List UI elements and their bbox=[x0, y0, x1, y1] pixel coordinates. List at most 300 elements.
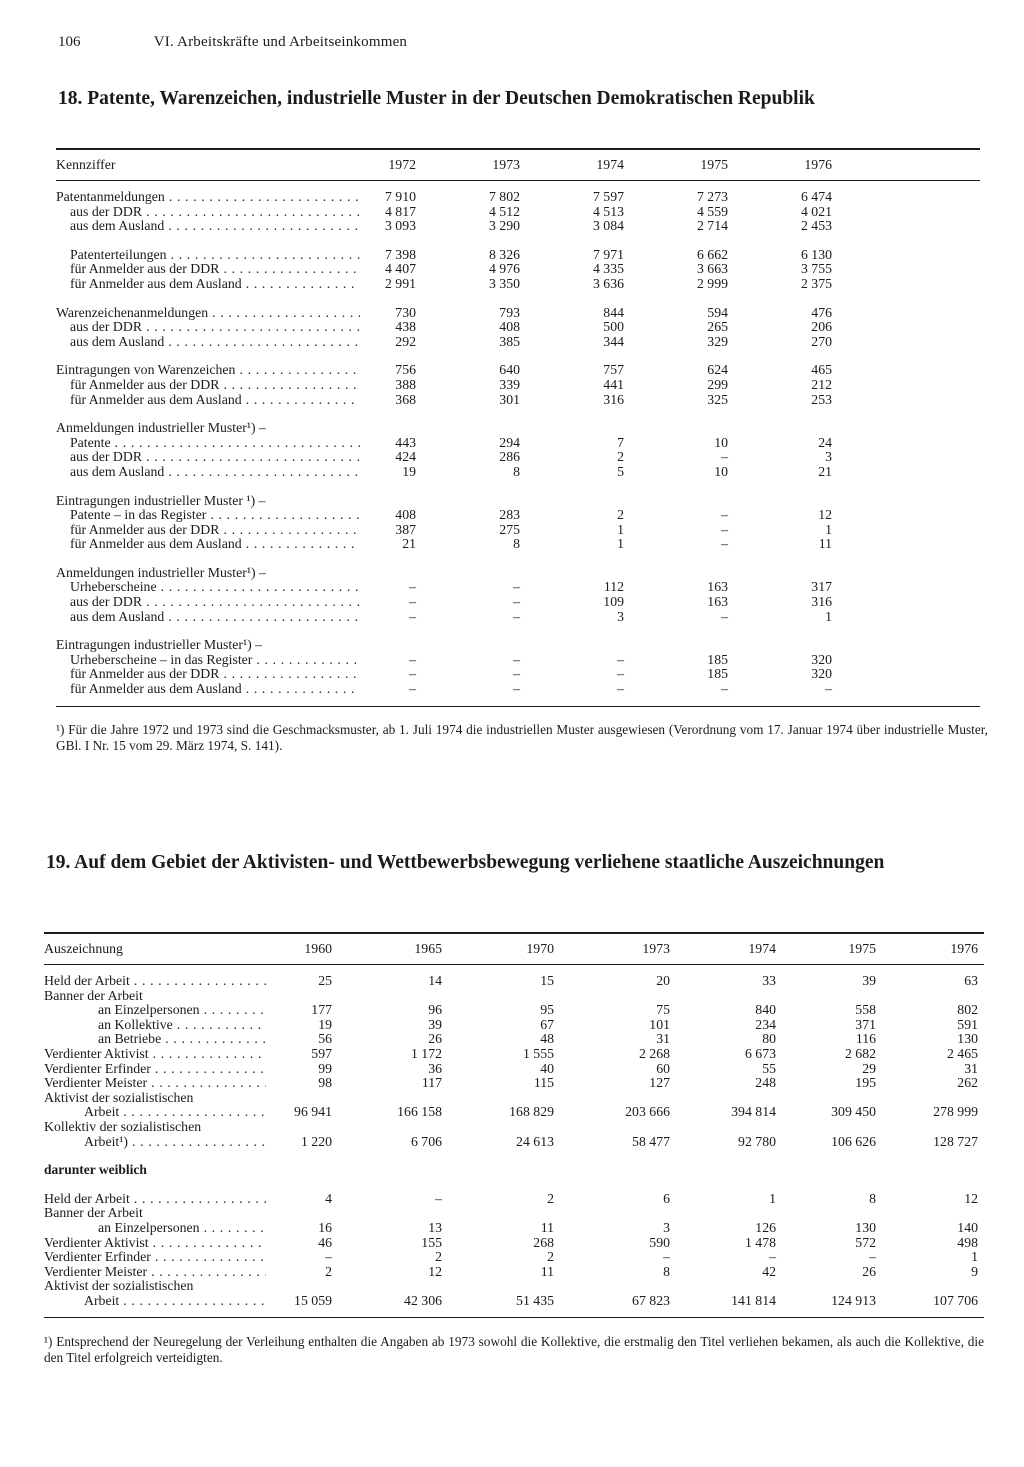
table-18-cell: 6 130 bbox=[800, 246, 832, 262]
table-18-row-label: für Anmelder aus dem Ausland . . . bbox=[56, 277, 360, 292]
table-19-cell: – bbox=[869, 1249, 876, 1265]
table-18-cell: 408 bbox=[395, 507, 416, 523]
table-18-cell: 4 976 bbox=[488, 261, 520, 277]
table-19-cell bbox=[670, 1279, 776, 1294]
table-18-header-year: 1974 bbox=[520, 149, 624, 181]
table-18-group-spacer bbox=[56, 407, 980, 421]
table-19-cell: 11 bbox=[540, 1219, 554, 1235]
table-18-header-row bbox=[56, 149, 980, 181]
table-19-cell bbox=[876, 1206, 978, 1221]
table-18-cell: 3 636 bbox=[592, 275, 624, 291]
table-18-cell: 624 bbox=[707, 362, 728, 378]
table-18-cell: 329 bbox=[707, 333, 728, 349]
table-19-cell: 1 478 bbox=[744, 1234, 776, 1250]
table-19-row-label: Verdienter Meister . . . bbox=[44, 1265, 266, 1280]
table-18-row bbox=[56, 682, 980, 697]
table-18-cell: – bbox=[721, 681, 728, 697]
table-19-cell: 130 bbox=[957, 1031, 978, 1047]
table-18-cell bbox=[520, 421, 624, 436]
table-19-cell: 14 bbox=[428, 973, 442, 988]
table-19-row-label: Held der Arbeit . . . bbox=[44, 974, 266, 989]
table-19-cell bbox=[670, 989, 776, 1004]
table-18-cell: – bbox=[513, 594, 520, 610]
table-18-cell: 3 290 bbox=[488, 218, 520, 234]
table-18-cell: – bbox=[409, 608, 416, 624]
table-19-cell: 96 941 bbox=[294, 1104, 332, 1120]
table-18-cell bbox=[728, 566, 832, 581]
table-19-row-label: Verdienter Meister . . . bbox=[44, 1076, 266, 1091]
table-18-header-year: 1975 bbox=[624, 149, 728, 181]
table-18-cell: – bbox=[409, 594, 416, 610]
table-19-cell bbox=[442, 989, 554, 1004]
table-19-cell: 2 bbox=[325, 1263, 332, 1279]
table-18-cell: 301 bbox=[499, 391, 520, 407]
table-19-row-label: Held der Arbeit . . . bbox=[44, 1192, 266, 1207]
table-19-cell: 203 666 bbox=[625, 1104, 670, 1120]
table-18-cell: 286 bbox=[499, 449, 520, 465]
table-19-cell: 498 bbox=[957, 1234, 978, 1250]
table-18-cell: 299 bbox=[707, 376, 728, 392]
table-19-row bbox=[44, 1294, 984, 1309]
table-18-row-label: aus der DDR . . . bbox=[56, 205, 360, 220]
table-18-cell: 1 bbox=[617, 536, 624, 552]
table-19-cell bbox=[266, 1120, 332, 1135]
table-19-cell: 29 bbox=[862, 1060, 876, 1076]
table-18-cell: 6 662 bbox=[696, 246, 728, 262]
table-18-row-label: für Anmelder aus der DDR . . . bbox=[56, 378, 360, 393]
table-18-row bbox=[56, 595, 980, 610]
table-18-cell bbox=[360, 566, 416, 581]
table-19-cell: – bbox=[663, 1249, 670, 1265]
table-19-row bbox=[44, 1265, 984, 1280]
table-18-cell: 253 bbox=[811, 391, 832, 407]
table-18-cell: 3 bbox=[617, 608, 624, 624]
table-19-header-year: 1975 bbox=[776, 933, 876, 965]
table-19-cell: 1 172 bbox=[410, 1045, 442, 1061]
table-19-row-label: an Kollektive . . . bbox=[44, 1018, 266, 1033]
table-18-row bbox=[56, 205, 980, 220]
table-19-row-label: Verdienter Erfinder . . . bbox=[44, 1062, 266, 1077]
table-18-cell: 4 512 bbox=[488, 203, 520, 219]
table-19-cell bbox=[876, 1279, 978, 1294]
table-19-cell: 6 706 bbox=[410, 1133, 442, 1149]
table-18-cell: 793 bbox=[499, 304, 520, 320]
table-18-cell: – bbox=[617, 651, 624, 667]
table-18-cell: 2 714 bbox=[696, 218, 728, 234]
table-18-cell: 8 bbox=[513, 536, 520, 552]
table-18-cell: 2 453 bbox=[800, 218, 832, 234]
table-19-cell: 234 bbox=[755, 1016, 776, 1032]
table-19-cell bbox=[554, 989, 670, 1004]
table-19-cell: 278 999 bbox=[933, 1104, 978, 1120]
table-18-cell bbox=[520, 566, 624, 581]
table-18-cell bbox=[520, 638, 624, 653]
table-18-cell: 4 335 bbox=[592, 261, 624, 277]
table-19-row bbox=[44, 1236, 984, 1251]
table-19-footnote: ¹) Entsprechend der Neuregelung der Verleihung enthalten die Angaben ab 1973 sowohl die Kollektive, die erstmalig den Titel verliehen bekamen, als auch die Kollektive, die den Titel erfolgreich verteidigten. bbox=[44, 1334, 984, 1365]
table-19-row bbox=[44, 1105, 984, 1120]
table-19-cell: 2 bbox=[547, 1190, 554, 1206]
table-18-row bbox=[56, 580, 980, 595]
table-19-cell: 262 bbox=[957, 1075, 978, 1091]
table-19-cell: 371 bbox=[855, 1016, 876, 1032]
table-18-row bbox=[56, 465, 980, 480]
table-18-cell: 5 bbox=[617, 463, 624, 479]
table-18-row bbox=[56, 277, 980, 292]
table-18-cell: 7 597 bbox=[592, 189, 624, 204]
table-19-cell bbox=[670, 1120, 776, 1135]
table-18-cell: 294 bbox=[499, 434, 520, 450]
table-19-row bbox=[44, 974, 984, 989]
table-18-row bbox=[56, 638, 980, 653]
table-19-cell: 33 bbox=[762, 973, 776, 988]
table-18-cell bbox=[416, 421, 520, 436]
table-18-cell: 4 407 bbox=[384, 261, 416, 277]
table-18-row bbox=[56, 393, 980, 408]
table-18-cell: 757 bbox=[603, 362, 624, 378]
table-19-cell: 40 bbox=[540, 1060, 554, 1076]
table-18-cell: 1 bbox=[617, 521, 624, 537]
table-19-row-label: Verdienter Aktivist . . . bbox=[44, 1236, 266, 1251]
table-19-subsection-row bbox=[44, 1163, 984, 1178]
table-19-cell: 16 bbox=[318, 1219, 332, 1235]
table-19-row bbox=[44, 1221, 984, 1236]
table-18-row bbox=[56, 421, 980, 436]
table-19-row-label: Banner der Arbeit bbox=[44, 988, 143, 1003]
table-19-row bbox=[44, 1032, 984, 1047]
table-19-cell: 12 bbox=[964, 1190, 978, 1206]
table-18-cell: 6 474 bbox=[800, 189, 832, 204]
table-19-cell: 101 bbox=[649, 1016, 670, 1032]
table-19-cell: 31 bbox=[964, 1060, 978, 1076]
table-19-subsection: darunter weiblich bbox=[44, 1163, 147, 1178]
table-18-cell: 10 bbox=[714, 463, 728, 479]
table-19-cell: – bbox=[769, 1249, 776, 1265]
table-18-cell: 4 513 bbox=[592, 203, 624, 219]
table-19-cell bbox=[776, 1206, 876, 1221]
table-19-cell bbox=[554, 1279, 670, 1294]
table-19-cell: 802 bbox=[957, 1002, 978, 1018]
table-19-cell: 2 465 bbox=[946, 1045, 978, 1061]
table-18-row-label: für Anmelder aus der DDR . . . bbox=[56, 523, 360, 538]
table-18-cell: – bbox=[409, 666, 416, 682]
table-19-title: 19. Auf dem Gebiet der Aktivisten- und Wettbewerbsbewegung verliehene staatliche Auszeichnungen bbox=[46, 852, 885, 873]
table-18-row bbox=[56, 610, 980, 625]
table-19-cell: 4 bbox=[325, 1190, 332, 1206]
table-18 bbox=[56, 148, 980, 707]
table-19-cell: – bbox=[435, 1190, 442, 1206]
table-18-cell: 7 802 bbox=[488, 189, 520, 204]
table-18-cell: – bbox=[721, 608, 728, 624]
table-18-cell: 408 bbox=[499, 319, 520, 335]
table-18-cell: 465 bbox=[811, 362, 832, 378]
table-19-cell: 117 bbox=[421, 1075, 442, 1091]
table-18-row bbox=[56, 450, 980, 465]
table-18-cell: 438 bbox=[395, 319, 416, 335]
table-19-cell bbox=[776, 1120, 876, 1135]
table-18-row bbox=[56, 436, 980, 451]
table-18-cell bbox=[728, 494, 832, 509]
table-19-cell bbox=[332, 1206, 442, 1221]
table-19-row bbox=[44, 1206, 984, 1221]
table-19-cell: 2 268 bbox=[638, 1045, 670, 1061]
table-19-cell bbox=[876, 989, 978, 1004]
table-18-cell: 339 bbox=[499, 376, 520, 392]
table-18-row-label: aus dem Ausland . . . bbox=[56, 219, 360, 234]
table-19-cell: 106 626 bbox=[831, 1133, 876, 1149]
table-19-cell: – bbox=[325, 1249, 332, 1265]
table-19-cell bbox=[332, 1279, 442, 1294]
table-19-row bbox=[44, 1279, 984, 1294]
table-19-cell: 840 bbox=[755, 1002, 776, 1018]
table-19-cell: 48 bbox=[540, 1031, 554, 1047]
table-18-row-label: Patente . . . bbox=[56, 436, 360, 451]
table-18-row-label: Patenterteilungen . . . bbox=[56, 248, 360, 263]
table-18-footnote: ¹) Für die Jahre 1972 und 1973 sind die Geschmacksmuster, ab 1. Juli 1974 die industriellen Muster ausgewiesen (Verordnung vom 17. Januar 1974 über industrielle Muster, GBl. I Nr. 15 vom 29. März 1974, S. 141). bbox=[56, 722, 988, 753]
table-18-cell: 320 bbox=[811, 651, 832, 667]
table-18-cell: 3 093 bbox=[384, 218, 416, 234]
table-19-cell: 39 bbox=[428, 1016, 442, 1032]
table-19-cell bbox=[266, 1279, 332, 1294]
table-18-cell bbox=[416, 494, 520, 509]
table-18-cell: 387 bbox=[395, 521, 416, 537]
table-18-cell: 756 bbox=[395, 362, 416, 378]
table-19-cell: 126 bbox=[755, 1219, 776, 1235]
table-18-cell: 344 bbox=[603, 333, 624, 349]
table-18-cell: 443 bbox=[395, 434, 416, 450]
table-19-cell: 597 bbox=[311, 1045, 332, 1061]
table-19-row-label: Aktivist der sozialistischen bbox=[44, 1279, 194, 1294]
table-18-row-label: Eintragungen industrieller Muster¹) – bbox=[56, 638, 263, 653]
table-18-cell: 275 bbox=[499, 521, 520, 537]
table-18-row bbox=[56, 335, 980, 350]
table-19-cell: 15 059 bbox=[294, 1292, 332, 1308]
table-19-cell: 8 bbox=[663, 1263, 670, 1279]
page-number: 106 bbox=[58, 34, 81, 50]
table-18-header-label: Kennziffer bbox=[56, 149, 360, 181]
table-19-cell: 26 bbox=[428, 1031, 442, 1047]
table-19-cell: 3 bbox=[663, 1219, 670, 1235]
table-18-cell: 1 bbox=[825, 608, 832, 624]
table-19-cell: 58 477 bbox=[632, 1133, 670, 1149]
table-19-cell bbox=[332, 1120, 442, 1135]
table-18-cell: 7 bbox=[617, 434, 624, 450]
table-18-cell: 185 bbox=[707, 651, 728, 667]
table-18-cell: 7 273 bbox=[696, 189, 728, 204]
table-18-cell: 2 991 bbox=[384, 275, 416, 291]
table-19-cell: 572 bbox=[855, 1234, 876, 1250]
table-18-row bbox=[56, 306, 980, 321]
table-18-header-year: 1972 bbox=[360, 149, 416, 181]
table-19-row bbox=[44, 1062, 984, 1077]
table-19-cell: 128 727 bbox=[933, 1133, 978, 1149]
table-18-cell: 476 bbox=[811, 304, 832, 320]
table-19-header-year: 1970 bbox=[442, 933, 554, 965]
table-18-cell: 317 bbox=[811, 579, 832, 595]
table-18-cell: 206 bbox=[811, 319, 832, 335]
table-18-cell: 163 bbox=[707, 579, 728, 595]
table-19-cell bbox=[776, 1279, 876, 1294]
table-18-cell: 12 bbox=[818, 507, 832, 523]
table-18-cell: 730 bbox=[395, 304, 416, 320]
table-18-cell bbox=[520, 494, 624, 509]
table-18-row bbox=[56, 566, 980, 581]
table-19-cell: 80 bbox=[762, 1031, 776, 1047]
table-19-row bbox=[44, 1018, 984, 1033]
table-19-cell: 6 673 bbox=[744, 1045, 776, 1061]
table-19-row-label: Arbeit . . . bbox=[44, 1294, 266, 1309]
table-19-cell bbox=[554, 1091, 670, 1106]
table-19-cell: 96 bbox=[428, 1002, 442, 1018]
table-19-cell bbox=[266, 1091, 332, 1106]
table-18-cell: 2 375 bbox=[800, 275, 832, 291]
table-19-cell: 9 bbox=[971, 1263, 978, 1279]
table-19-cell: 1 bbox=[769, 1190, 776, 1206]
table-18-cell: – bbox=[721, 536, 728, 552]
table-18-cell: 212 bbox=[811, 376, 832, 392]
table-18-cell: 368 bbox=[395, 391, 416, 407]
table-18-row bbox=[56, 190, 980, 205]
table-18-cell: 112 bbox=[603, 579, 624, 595]
table-18-cell: 316 bbox=[811, 594, 832, 610]
table-19-cell: 15 bbox=[540, 973, 554, 988]
table-18-cell bbox=[624, 421, 728, 436]
table-18-row-label: für Anmelder aus der DDR . . . bbox=[56, 262, 360, 277]
table-18-cell: – bbox=[721, 507, 728, 523]
table-18-cell: 3 bbox=[825, 449, 832, 465]
table-19-cell: 31 bbox=[656, 1031, 670, 1047]
table-19-cell bbox=[876, 1091, 978, 1106]
table-19-cell: 1 555 bbox=[522, 1045, 554, 1061]
table-19-cell bbox=[442, 1091, 554, 1106]
table-18-group-spacer bbox=[56, 552, 980, 566]
table-18-cell bbox=[624, 566, 728, 581]
table-18-cell: 270 bbox=[811, 333, 832, 349]
table-18-cell: 3 350 bbox=[488, 275, 520, 291]
table-18-cell: 109 bbox=[603, 594, 624, 610]
table-18-cell: – bbox=[513, 651, 520, 667]
table-19-cell: 6 bbox=[663, 1190, 670, 1206]
table-18-row-label: aus dem Ausland . . . bbox=[56, 465, 360, 480]
table-18-row bbox=[56, 363, 980, 378]
table-19-cell: 26 bbox=[862, 1263, 876, 1279]
table-18-cell: 24 bbox=[818, 434, 832, 450]
table-18-row-label: Patente – in das Register . . . bbox=[56, 508, 360, 523]
table-18-cell: 8 326 bbox=[488, 246, 520, 262]
table-19-row-label: an Einzelpersonen . . . bbox=[44, 1003, 266, 1018]
table-19 bbox=[44, 932, 984, 1318]
table-19-row bbox=[44, 1120, 984, 1135]
table-19-row-label: Kollektiv der sozialistischen bbox=[44, 1119, 202, 1134]
table-18-body bbox=[56, 181, 980, 707]
table-18-row-label: Urheberscheine – in das Register . . . bbox=[56, 653, 360, 668]
table-18-group-spacer bbox=[56, 234, 980, 248]
table-18-cell: 8 bbox=[513, 463, 520, 479]
table-18-cell: – bbox=[513, 579, 520, 595]
table-19-cell: 166 158 bbox=[397, 1104, 442, 1120]
table-18-row bbox=[56, 508, 980, 523]
table-19-cell: 98 bbox=[318, 1075, 332, 1091]
table-18-cell: 283 bbox=[499, 507, 520, 523]
table-18-cell: – bbox=[513, 666, 520, 682]
table-19-cell: 140 bbox=[957, 1219, 978, 1235]
table-18-row bbox=[56, 653, 980, 668]
table-19-cell: 12 bbox=[428, 1263, 442, 1279]
table-19-cell: 268 bbox=[533, 1234, 554, 1250]
table-19-cell: 95 bbox=[540, 1002, 554, 1018]
table-19-row-label: Arbeit¹) . . . bbox=[44, 1135, 266, 1150]
table-18-row bbox=[56, 667, 980, 682]
table-18-cell: 1 bbox=[825, 521, 832, 537]
table-18-row bbox=[56, 320, 980, 335]
table-18-cell: 4 021 bbox=[800, 203, 832, 219]
table-18-cell: 2 bbox=[617, 507, 624, 523]
table-18-title: 18. Patente, Warenzeichen, industrielle Muster in der Deutschen Demokratischen Republik bbox=[58, 88, 815, 109]
table-19-cell bbox=[776, 1091, 876, 1106]
table-19-cell bbox=[776, 989, 876, 1004]
table-18-cell bbox=[416, 638, 520, 653]
table-19-row-label: an Betriebe . . . bbox=[44, 1032, 266, 1047]
table-19-cell: 116 bbox=[855, 1031, 876, 1047]
table-19-header-year: 1973 bbox=[554, 933, 670, 965]
table-19-cell bbox=[670, 1206, 776, 1221]
table-19-cell: 124 913 bbox=[831, 1292, 876, 1308]
table-18-cell bbox=[728, 421, 832, 436]
table-18-cell: – bbox=[513, 681, 520, 697]
table-19-cell: 127 bbox=[649, 1075, 670, 1091]
table-18-group-spacer bbox=[56, 624, 980, 638]
table-19-row-label: an Einzelpersonen . . . bbox=[44, 1221, 266, 1236]
table-18-row-label: Warenzeichenanmeldungen . . . bbox=[56, 306, 360, 321]
table-19-header-year: 1976 bbox=[876, 933, 978, 965]
table-18-cell: 11 bbox=[818, 536, 832, 552]
table-18-row-label: für Anmelder aus dem Ausland . . . bbox=[56, 393, 360, 408]
table-18-row bbox=[56, 248, 980, 263]
table-19-cell: 11 bbox=[540, 1263, 554, 1279]
table-18-row-label: für Anmelder aus der DDR . . . bbox=[56, 667, 360, 682]
table-18-cell: – bbox=[409, 681, 416, 697]
table-19-cell: 168 829 bbox=[509, 1104, 554, 1120]
table-18-cell: 185 bbox=[707, 666, 728, 682]
running-title: VI. Arbeitskräfte und Arbeitseinkommen bbox=[153, 34, 408, 50]
table-18-cell bbox=[624, 494, 728, 509]
table-19-cell bbox=[442, 1120, 554, 1135]
table-19-cell: 39 bbox=[862, 973, 876, 988]
table-18-cell bbox=[416, 566, 520, 581]
table-19-cell bbox=[332, 1091, 442, 1106]
table-19-header-year: 1960 bbox=[266, 933, 332, 965]
table-19-cell: 63 bbox=[964, 973, 978, 988]
table-19-cell: 8 bbox=[869, 1190, 876, 1206]
table-19-row-label: Aktivist der sozialistischen bbox=[44, 1090, 194, 1105]
table-18-cell: 265 bbox=[707, 319, 728, 335]
table-18-cell: 385 bbox=[499, 333, 520, 349]
table-19-cell: 92 780 bbox=[738, 1133, 776, 1149]
table-19-row bbox=[44, 1047, 984, 1062]
table-18-cell: – bbox=[721, 449, 728, 465]
table-19-cell: 25 bbox=[318, 973, 332, 988]
table-19-cell: 130 bbox=[855, 1219, 876, 1235]
table-19-row bbox=[44, 1076, 984, 1091]
table-19-row bbox=[44, 1250, 984, 1265]
table-18-header-year: 1973 bbox=[416, 149, 520, 181]
table-19-cell: 67 823 bbox=[632, 1292, 670, 1308]
table-19-header-year: 1974 bbox=[670, 933, 776, 965]
table-18-cell: 325 bbox=[707, 391, 728, 407]
table-19-row bbox=[44, 989, 984, 1004]
table-19-cell bbox=[442, 1206, 554, 1221]
table-18-cell: – bbox=[825, 681, 832, 697]
